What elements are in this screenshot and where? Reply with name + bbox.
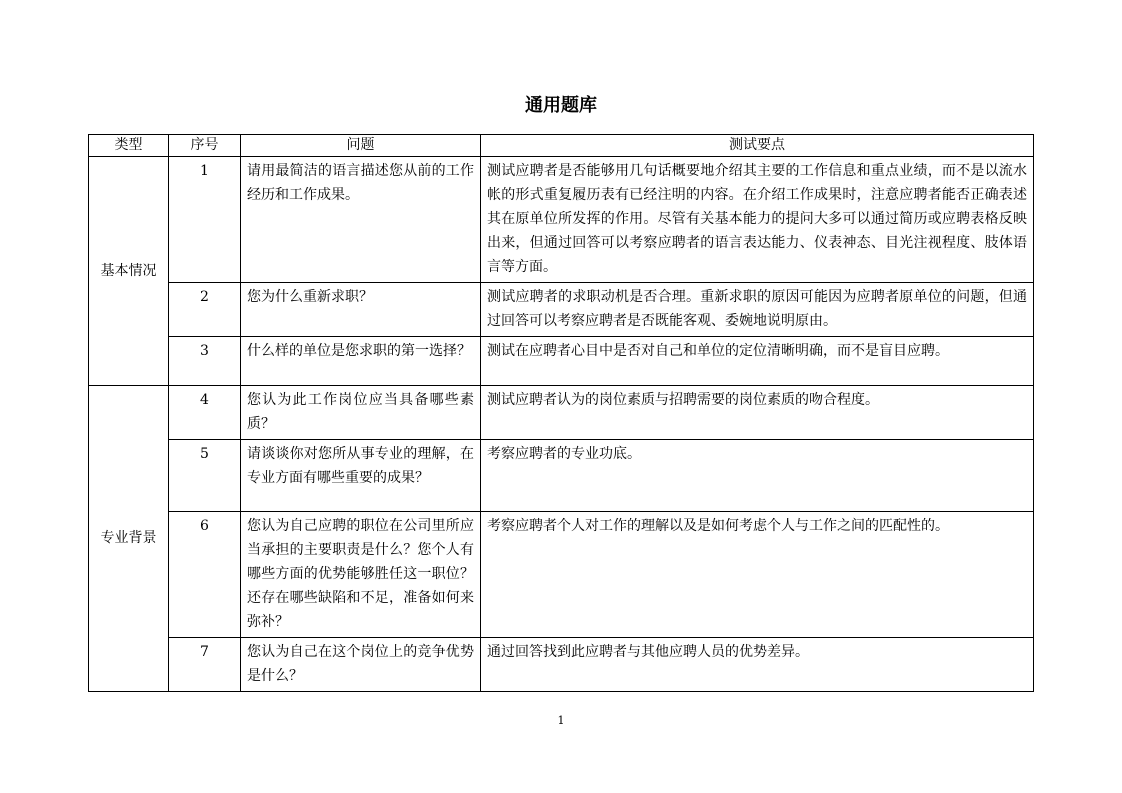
row-question: 请谈谈你对您所从事专业的理解，在专业方面有哪些重要的成果？ — [241, 440, 481, 512]
row-question: 您认为自己应聘的职位在公司里所应当承担的主要职责是什么？您个人有哪些方面的优势能够胜任这一职位？还存在哪些缺陷和不足，准备如何来弥补？ — [241, 512, 481, 638]
row-question: 什么样的单位是您求职的第一选择？ — [241, 337, 481, 386]
header-points: 测试要点 — [481, 135, 1034, 157]
header-question: 问题 — [241, 135, 481, 157]
row-seq: 1 — [169, 157, 241, 283]
table-row — [89, 386, 1034, 440]
row-seq: 4 — [169, 386, 241, 440]
header-seq: 序号 — [169, 135, 241, 157]
row-question: 您为什么重新求职？ — [241, 283, 481, 337]
row-seq: 6 — [169, 512, 241, 638]
row-points: 通过回答找到此应聘者与其他应聘人员的优势差异。 — [481, 638, 1034, 692]
header-type: 类型 — [89, 135, 169, 157]
table-row — [89, 283, 1034, 337]
question-table — [88, 134, 1034, 692]
row-points: 测试应聘者是否能够用几句话概要地介绍其主要的工作信息和重点业绩，而不是以流水帐的形式重复履历表有已经注明的内容。在介绍工作成果时，注意应聘者能否正确表述其在原单位所发挥的作用。尽管有关基本能力的提问大多可以通过简历或应聘表格反映出来，但通过回答可以考察应聘者的语言表达能力、仪表神态、目光注视程度、肢体语言等方面。 — [481, 157, 1034, 283]
row-points: 测试应聘者认为的岗位素质与招聘需要的岗位素质的吻合程度。 — [481, 386, 1034, 440]
row-question: 您认为此工作岗位应当具备哪些素质？ — [241, 386, 481, 440]
category-basic: 基本情况 — [89, 157, 169, 386]
table-row — [89, 337, 1034, 386]
row-question: 请用最简洁的语言描述您从前的工作经历和工作成果。 — [241, 157, 481, 283]
table-row — [89, 157, 1034, 283]
category-professional: 专业背景 — [89, 386, 169, 692]
row-points: 考察应聘者的专业功底。 — [481, 440, 1034, 512]
row-points: 测试应聘者的求职动机是否合理。重新求职的原因可能因为应聘者原单位的问题，但通过回答可以考察应聘者是否既能客观、委婉地说明原由。 — [481, 283, 1034, 337]
page-number: 1 — [557, 714, 565, 727]
row-question: 您认为自己在这个岗位上的竞争优势是什么？ — [241, 638, 481, 692]
document-title: 通用题库 — [525, 95, 597, 116]
table-header-row — [89, 135, 1034, 157]
row-seq: 7 — [169, 638, 241, 692]
row-seq: 3 — [169, 337, 241, 386]
row-seq: 5 — [169, 440, 241, 512]
row-points: 考察应聘者个人对工作的理解以及是如何考虑个人与工作之间的匹配性的。 — [481, 512, 1034, 638]
table-row — [89, 638, 1034, 692]
row-seq: 2 — [169, 283, 241, 337]
row-points: 测试在应聘者心目中是否对自己和单位的定位清晰明确，而不是盲目应聘。 — [481, 337, 1034, 386]
table-row — [89, 512, 1034, 638]
table-row — [89, 440, 1034, 512]
